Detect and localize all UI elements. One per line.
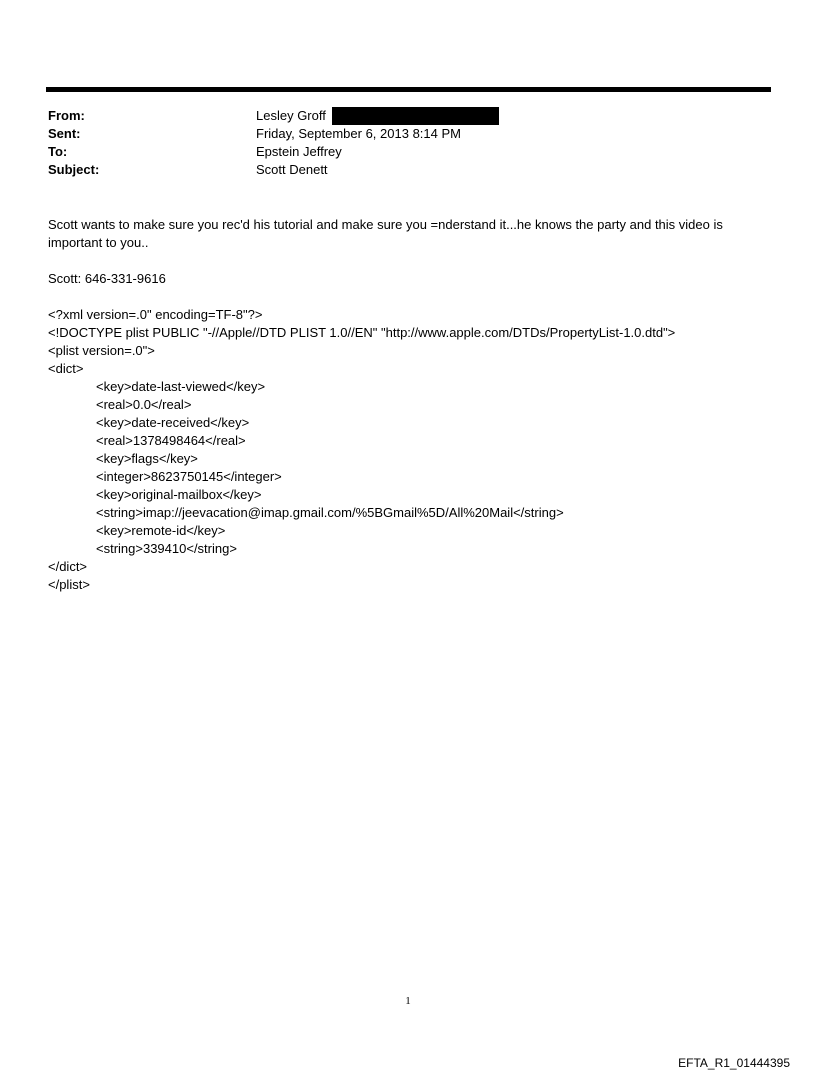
code-line: </plist>: [48, 577, 90, 592]
code-line: <key>original-mailbox</key>: [96, 487, 262, 502]
code-line: <key>remote-id</key>: [96, 523, 226, 538]
from-row: [48, 107, 748, 125]
code-line: <key>date-received</key>: [96, 415, 250, 430]
code-line: <integer>8623750145</integer>: [96, 469, 282, 484]
phone-paragraph: Scott: 646-331-9616: [48, 271, 166, 286]
bates-number: EFTA_R1_01444395: [678, 1056, 790, 1070]
email-header: [48, 107, 748, 179]
code-line: <!DOCTYPE plist PUBLIC "-//Apple//DTD PLIST 1.0//EN" "http://www.apple.com/DTDs/PropertyList-1.0.dtd">: [48, 325, 676, 340]
code-line: <?xml version=.0" encoding=TF-8"?>: [48, 307, 263, 322]
from-name: Lesley Groff: [256, 108, 326, 123]
from-value: [256, 107, 748, 125]
subject-value: Scott Denett: [256, 162, 328, 177]
code-line: <real>0.0</real>: [96, 397, 192, 412]
to-row: [48, 143, 748, 161]
code-line: <key>date-last-viewed</key>: [96, 379, 266, 394]
redaction-block: [332, 107, 499, 125]
page-number: 1: [405, 995, 411, 1007]
sent-row: [48, 125, 748, 143]
subject-row: [48, 161, 748, 179]
sent-value: Friday, September 6, 2013 8:14 PM: [256, 126, 461, 141]
code-line: </dict>: [48, 559, 88, 574]
code-line: <real>1378498464</real>: [96, 433, 246, 448]
message-paragraph: Scott wants to make sure you rec'd his tutorial and make sure you =nderstand it...he knows the party and this video is important to you..: [48, 217, 723, 250]
code-line: <key>flags</key>: [96, 451, 198, 466]
code-line: <dict>: [48, 361, 84, 376]
code-line: <plist version=.0">: [48, 343, 155, 358]
to-label: To:: [48, 144, 68, 159]
header-divider: [46, 87, 771, 92]
plist-code-block: [48, 306, 760, 594]
code-line: <string>339410</string>: [96, 541, 237, 556]
code-line: <string>imap://jeevacation@imap.gmail.com/%5BGmail%5D/All%20Mail</string>: [96, 505, 564, 520]
from-label: From:: [48, 108, 85, 123]
sent-label: Sent:: [48, 126, 81, 141]
email-body: [48, 216, 760, 594]
to-value: Epstein Jeffrey: [256, 144, 342, 159]
subject-label: Subject:: [48, 162, 100, 177]
